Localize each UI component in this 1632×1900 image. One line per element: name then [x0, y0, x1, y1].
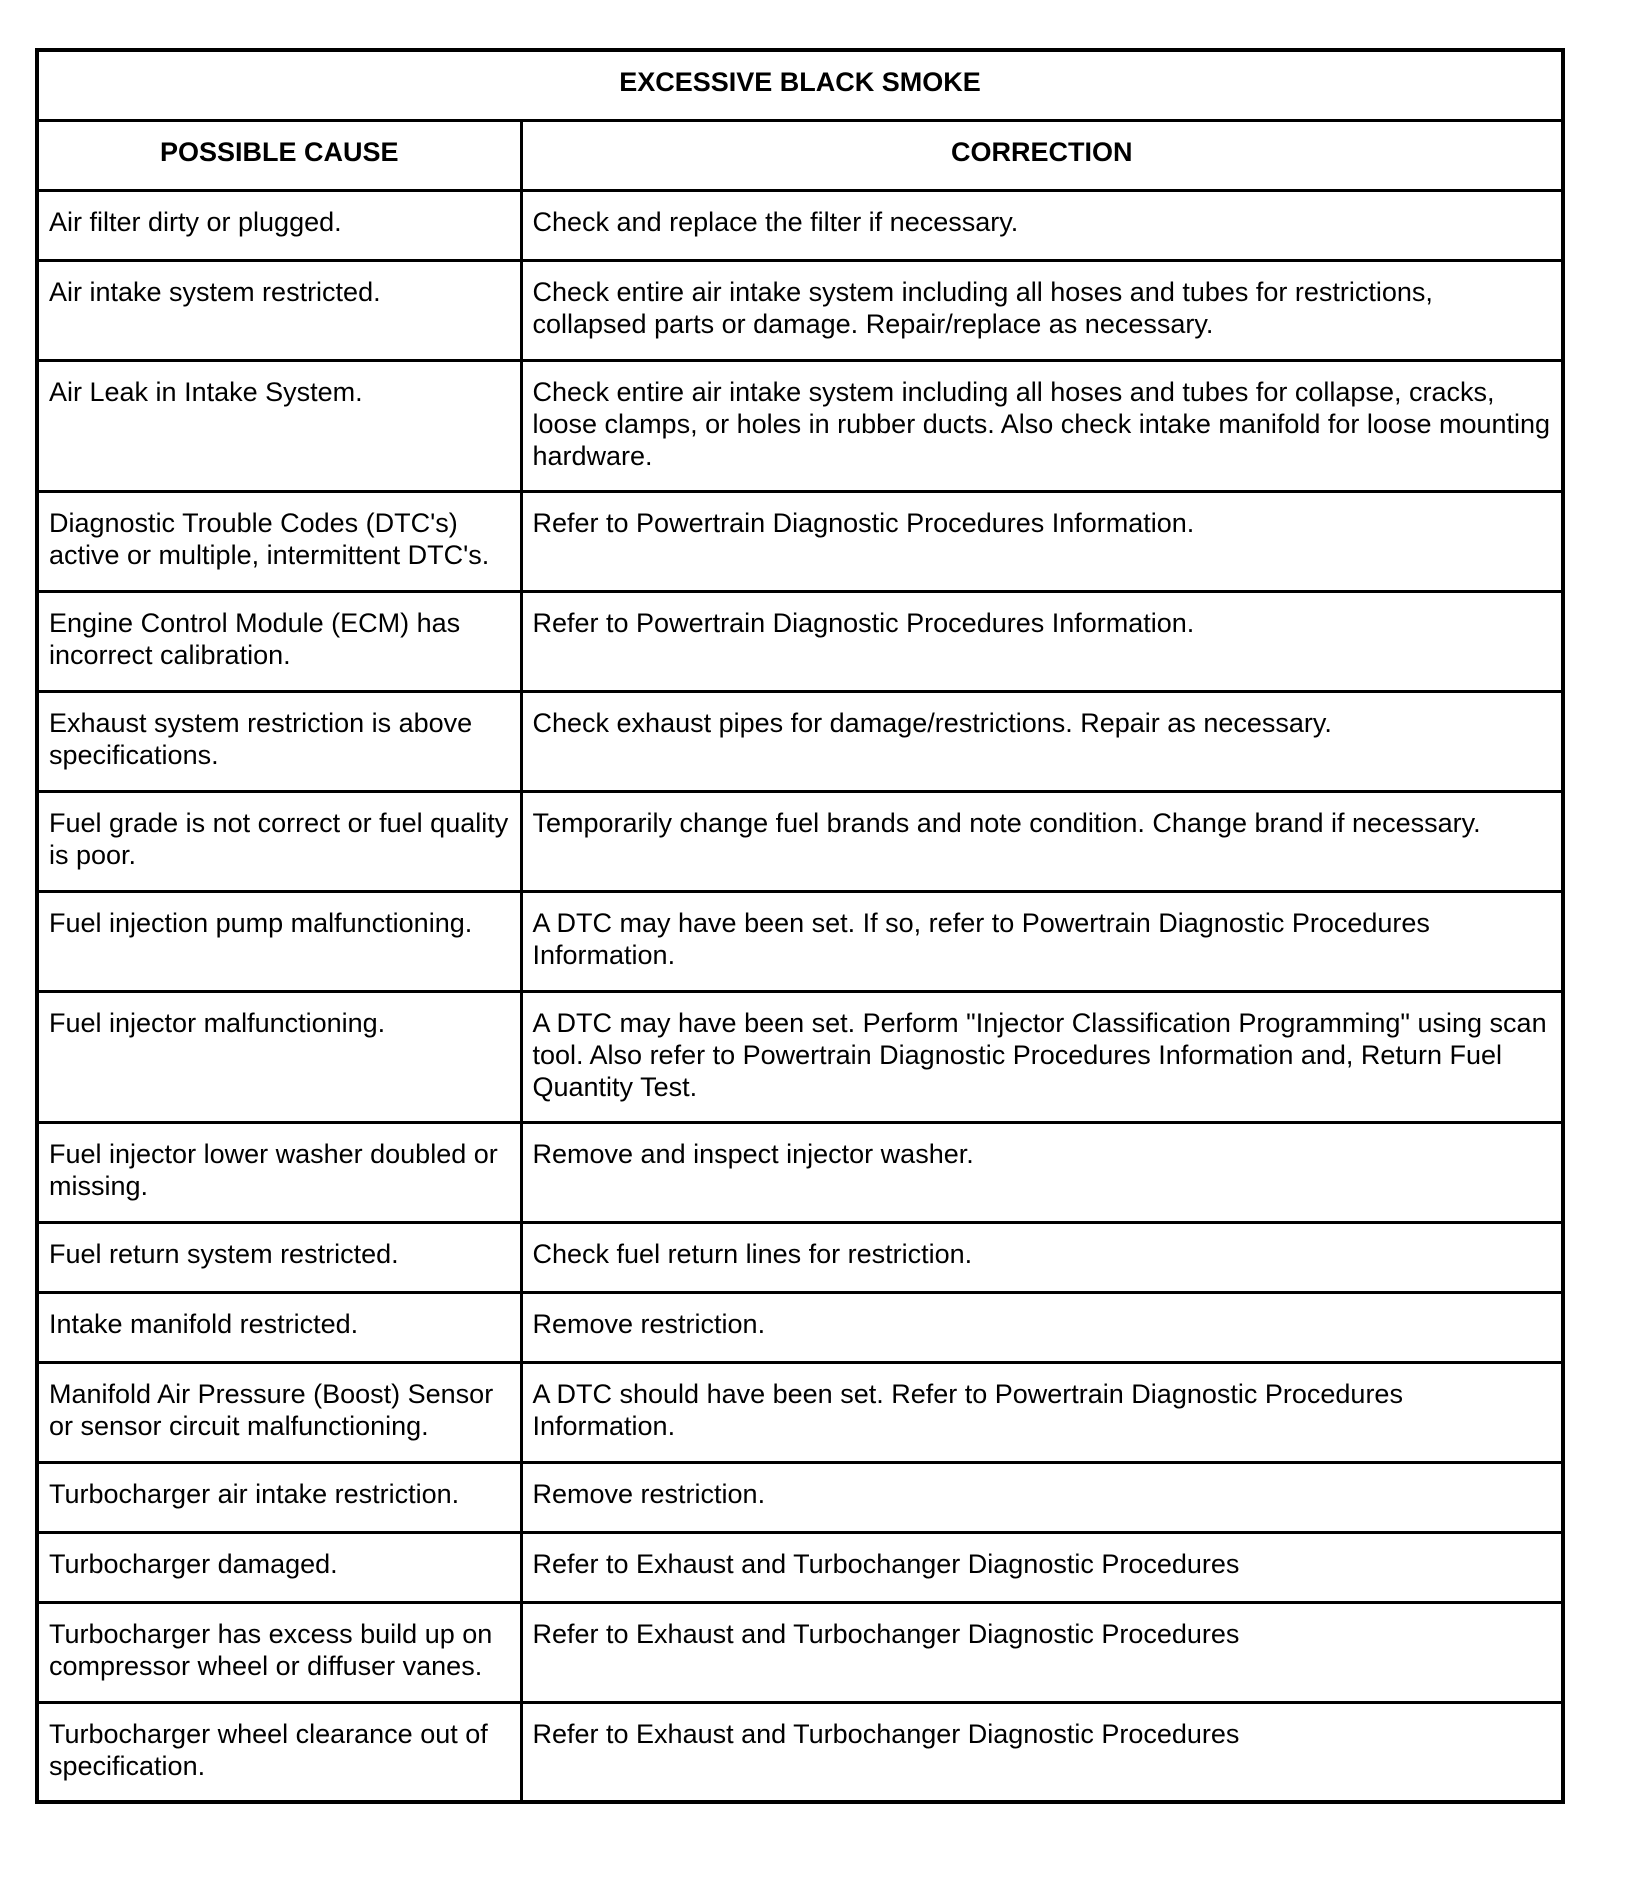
- correction-cell: Remove restriction.: [521, 1292, 1563, 1362]
- table-title-row: [37, 50, 1563, 120]
- table-row: [37, 1602, 1563, 1702]
- table-row: [37, 791, 1563, 891]
- table-row: [37, 1122, 1563, 1222]
- correction-cell: Refer to Exhaust and Turbochanger Diagnostic Procedures: [521, 1702, 1563, 1802]
- cause-cell: Fuel grade is not correct or fuel quality is poor.: [37, 791, 521, 891]
- cause-cell: Engine Control Module (ECM) has incorrect calibration.: [37, 591, 521, 691]
- cause-cell: Air Leak in Intake System.: [37, 360, 521, 491]
- cause-cell: Turbocharger damaged.: [37, 1532, 521, 1602]
- correction-cell: Refer to Powertrain Diagnostic Procedures Information.: [521, 491, 1563, 591]
- troubleshooting-table: [35, 48, 1565, 1804]
- cause-cell: Air intake system restricted.: [37, 260, 521, 360]
- table-row: [37, 260, 1563, 360]
- cause-cell: Fuel injection pump malfunctioning.: [37, 891, 521, 991]
- cause-cell: Diagnostic Trouble Codes (DTC's) active or multiple, intermittent DTC's.: [37, 491, 521, 591]
- table-row: [37, 1222, 1563, 1292]
- correction-cell: A DTC should have been set. Refer to Powertrain Diagnostic Procedures Information.: [521, 1362, 1563, 1462]
- cause-cell: Turbocharger wheel clearance out of specification.: [37, 1702, 521, 1802]
- table-row: [37, 891, 1563, 991]
- table-row: [37, 1532, 1563, 1602]
- table-body: [37, 190, 1563, 1802]
- cause-cell: Air filter dirty or plugged.: [37, 190, 521, 260]
- correction-cell: Check entire air intake system including all hoses and tubes for restrictions, collapsed parts or damage. Repair/replace as necessary.: [521, 260, 1563, 360]
- correction-cell: Remove restriction.: [521, 1462, 1563, 1532]
- cause-cell: Manifold Air Pressure (Boost) Sensor or sensor circuit malfunctioning.: [37, 1362, 521, 1462]
- cause-cell: Fuel injector malfunctioning.: [37, 991, 521, 1122]
- cause-cell: Turbocharger air intake restriction.: [37, 1462, 521, 1532]
- cause-cell: Exhaust system restriction is above specifications.: [37, 691, 521, 791]
- correction-cell: A DTC may have been set. Perform "Injector Classification Programming" using scan tool. Also refer to Powertrain Diagnostic Procedures Information and, Return Fuel Quantity Test.: [521, 991, 1563, 1122]
- table-row: [37, 591, 1563, 691]
- table-title: EXCESSIVE BLACK SMOKE: [37, 50, 1563, 120]
- table-row: [37, 1292, 1563, 1362]
- correction-cell: Remove and inspect injector washer.: [521, 1122, 1563, 1222]
- table-header-row: [37, 120, 1563, 190]
- table-row: [37, 1702, 1563, 1802]
- table-row: [37, 1362, 1563, 1462]
- header-correction: CORRECTION: [521, 120, 1563, 190]
- correction-cell: Check entire air intake system including all hoses and tubes for collapse, cracks, loose clamps, or holes in rubber ducts. Also check intake manifold for loose mounting hardware.: [521, 360, 1563, 491]
- correction-cell: Refer to Powertrain Diagnostic Procedures Information.: [521, 591, 1563, 691]
- correction-cell: Check and replace the filter if necessary.: [521, 190, 1563, 260]
- table-row: [37, 991, 1563, 1122]
- cause-cell: Fuel return system restricted.: [37, 1222, 521, 1292]
- correction-cell: Refer to Exhaust and Turbochanger Diagnostic Procedures: [521, 1602, 1563, 1702]
- correction-cell: Refer to Exhaust and Turbochanger Diagnostic Procedures: [521, 1532, 1563, 1602]
- cause-cell: Turbocharger has excess build up on compressor wheel or diffuser vanes.: [37, 1602, 521, 1702]
- table-row: [37, 190, 1563, 260]
- table-row: [37, 360, 1563, 491]
- table-row: [37, 491, 1563, 591]
- correction-cell: Check exhaust pipes for damage/restrictions. Repair as necessary.: [521, 691, 1563, 791]
- table-row: [37, 691, 1563, 791]
- table-row: [37, 1462, 1563, 1532]
- cause-cell: Fuel injector lower washer doubled or missing.: [37, 1122, 521, 1222]
- correction-cell: A DTC may have been set. If so, refer to Powertrain Diagnostic Procedures Information.: [521, 891, 1563, 991]
- cause-cell: Intake manifold restricted.: [37, 1292, 521, 1362]
- header-possible-cause: POSSIBLE CAUSE: [37, 120, 521, 190]
- correction-cell: Check fuel return lines for restriction.: [521, 1222, 1563, 1292]
- correction-cell: Temporarily change fuel brands and note condition. Change brand if necessary.: [521, 791, 1563, 891]
